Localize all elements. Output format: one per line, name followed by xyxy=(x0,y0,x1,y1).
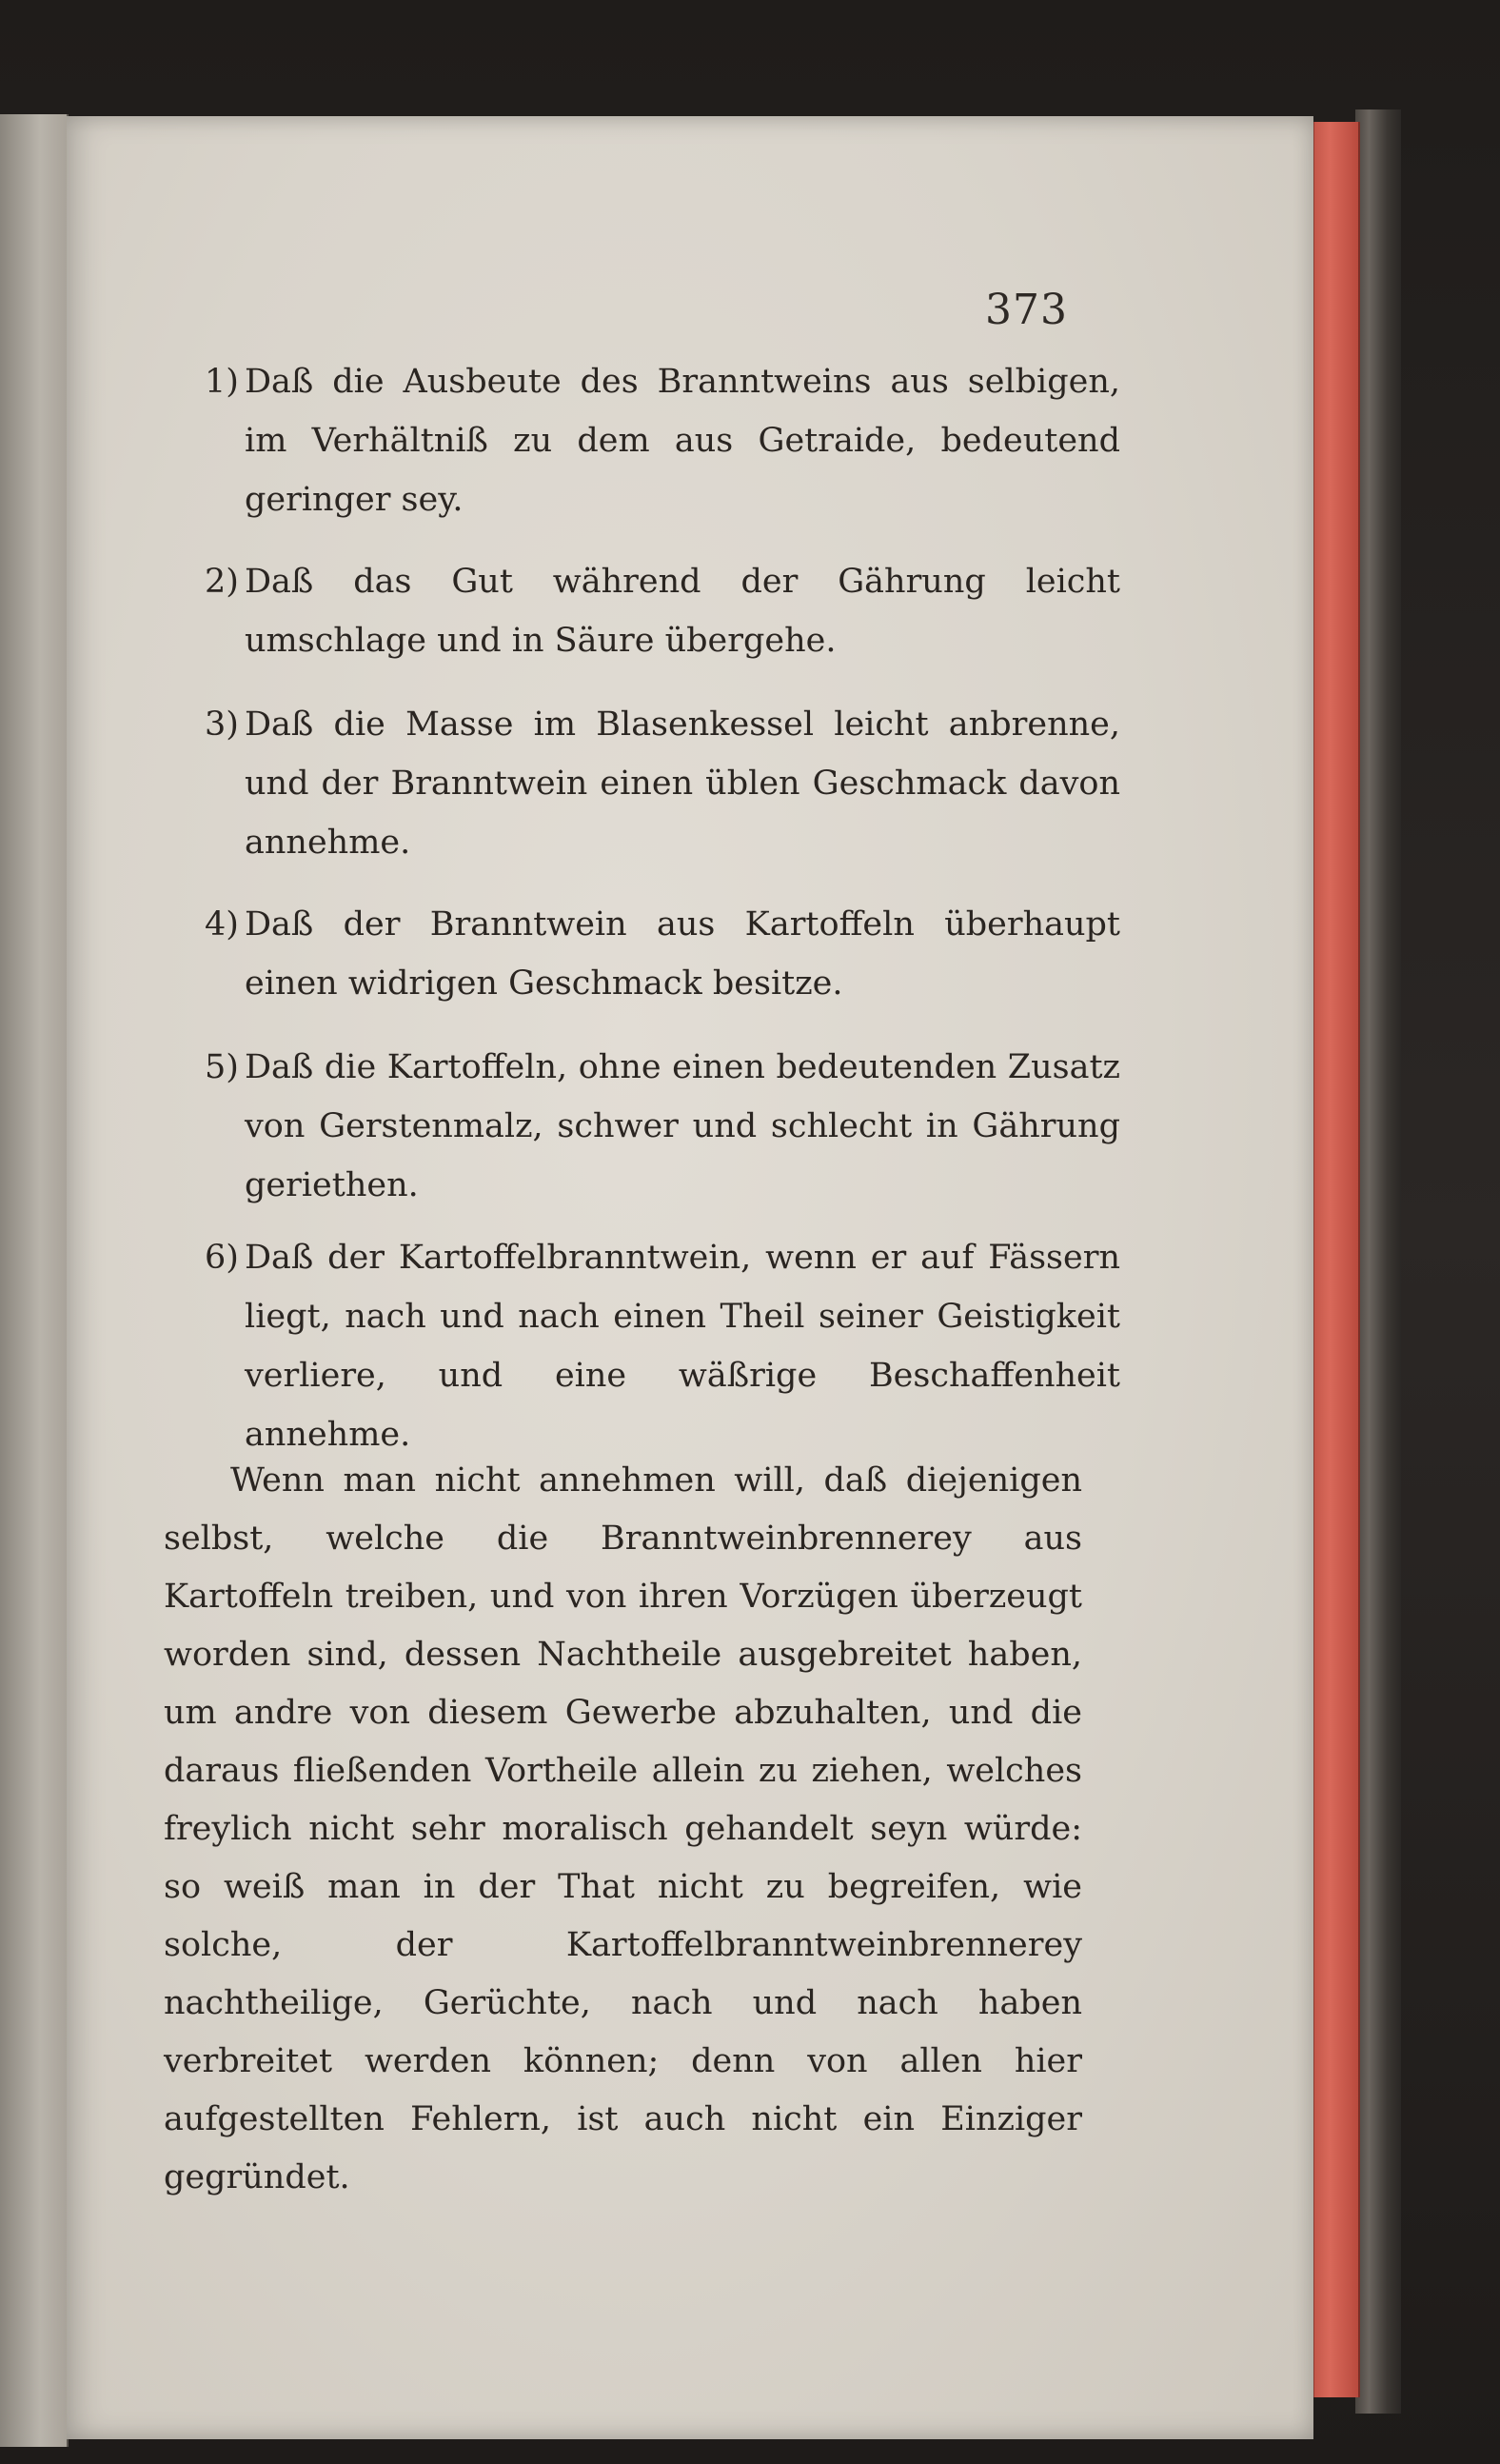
list-item xyxy=(205,552,1120,670)
list-item-number: 2) xyxy=(205,563,239,601)
list-item xyxy=(205,352,1120,529)
list-item-text: Daß die Ausbeute des Branntweins aus selbigen, im Verhältniß zu dem aus Getraide, bedeutend geringer sey. xyxy=(245,363,1120,519)
list-item-number: 6) xyxy=(205,1239,239,1277)
list-item-text: Daß der Branntwein aus Kartoffeln überhaupt einen widrigen Geschmack besitze. xyxy=(245,905,1120,1003)
book-cover-board xyxy=(1355,109,1401,2414)
list-item xyxy=(205,895,1120,1013)
previous-page-edge xyxy=(0,114,69,2447)
body-paragraph: Wenn man nicht annehmen will, daß diejenigen selbst, welche die Branntweinbrennerey aus Kartoffeln treiben, und von ihren Vorzügen überzeugt worden sind, dessen Nachtheile ausgebreitet haben, um andre von diesem Gewerbe abzuhalten, und die daraus fließenden Vortheile allein zu ziehen, welches freylich nicht sehr moralisch gehandelt seyn würde: so weiß man in der That nicht zu begreifen, wie solche, der Kartoffelbranntweinbrennerey nachtheilige, Gerüchte, nach und nach haben verbreitet werden können; denn von allen hier aufgestellten Fehlern, ist auch nicht ein Einziger gegründet. xyxy=(164,1461,1082,2196)
red-page-edges xyxy=(1312,122,1360,2397)
list-item-number: 1) xyxy=(205,363,239,401)
list-item-number: 3) xyxy=(205,705,239,744)
page-number: 373 xyxy=(985,286,1068,334)
list-item xyxy=(205,1228,1120,1464)
list-item-text: Daß der Kartoffelbranntwein, wenn er auf Fässern liegt, nach und nach einen Theil seiner Geistigkeit verliere, und eine wäßrige Beschaffenheit annehme. xyxy=(245,1239,1120,1454)
list-item-number: 4) xyxy=(205,905,239,944)
list-item-text: Daß das Gut während der Gährung leicht umschlage und in Säure übergehe. xyxy=(245,563,1120,660)
list-item xyxy=(205,1038,1120,1215)
list-item xyxy=(205,695,1120,872)
list-item-text: Daß die Masse im Blasenkessel leicht anbrenne, und der Branntwein einen üblen Geschmack davon annehme. xyxy=(245,705,1120,862)
list-item-text: Daß die Kartoffeln, ohne einen bedeutenden Zusatz von Gerstenmalz, schwer und schlecht in Gährung geriethen. xyxy=(245,1048,1120,1204)
list-item-number: 5) xyxy=(205,1048,239,1086)
